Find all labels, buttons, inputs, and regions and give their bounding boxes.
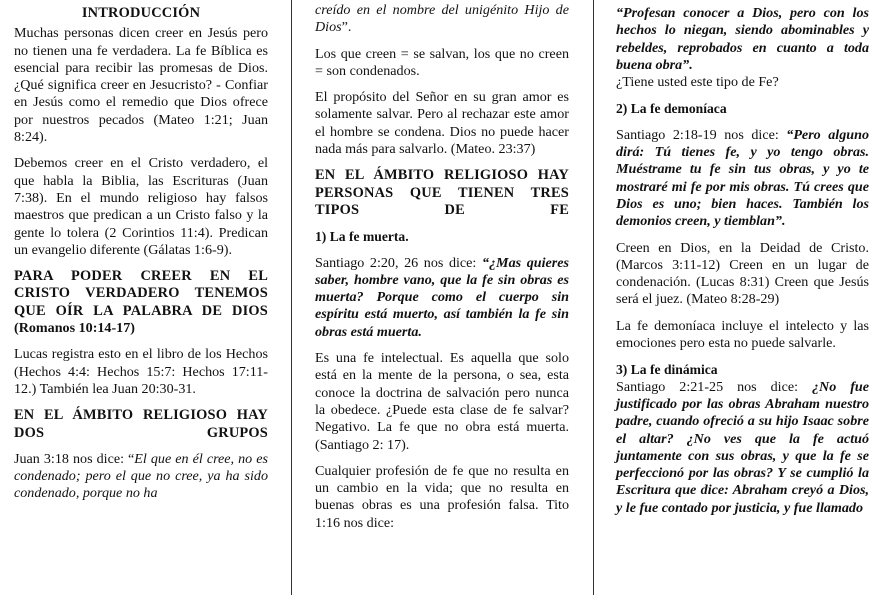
- dead-faith-heading: 1) La fe muerta.: [315, 229, 409, 245]
- three-faith-types-heading: EN EL ÁMBITO RELIGIOSO HAY PERSONAS QUE TIENEN TRES TIPOS DE FE: [315, 167, 569, 218]
- dead-faith-quote-paragraph: [315, 255, 569, 341]
- demonic-faith-summary: La fe demoníaca incluye el intelecto y las emociones pero esta no puede salvarle.: [616, 317, 869, 352]
- demonic-faith-quote: “Pero alguno dirá: Tú tienes fe, y yo tengo obras. Muéstrame tu fe sin tus obras, y yo te mostraré mi fe por mis obras. Tú crees que Dios es uno; bien haces. También los demonios creen, y tiemblan”.: [616, 126, 869, 230]
- believers-paragraph: Los que creen = se salvan, los que no creen = son condenados.: [315, 45, 569, 79]
- dynamic-faith-heading: 3) La fe dinámica: [616, 362, 718, 378]
- titus-quote: “Profesan conocer a Dios, pero con los hechos lo niegan, siendo abominables y rebeldes, reprobados en cuanto a toda buena obra”.: [616, 5, 869, 73]
- john-quote-close: ”.: [341, 19, 352, 36]
- hear-word-heading: PARA PODER CREER EN EL CRISTO VERDADERO TENEMOS QUE OÍR LA PALABRA DE DIOS: [14, 268, 268, 319]
- column-1: [14, 0, 268, 503]
- hear-word-reference: (Romanos 10:14-17): [14, 320, 135, 337]
- john-quote-paragraph: [14, 451, 268, 503]
- demonic-faith-quote-paragraph: [616, 127, 869, 231]
- dynamic-faith-quote: ¿No fue justificado por las obras Abraham nuestro padre, cuando ofreció a su hijo Isaac sobre el altar? ¿No ves que la fe actuó juntamente con sus obras, y que la fe se perfeccionó por las obras? Y se cumplió la Escritura que dice: Abraham creyó a Dios, y le fue contado por justicia, y fue llamado: [616, 378, 869, 516]
- john-quote-continued-text: creído en el nombre del unigénito Hijo de Dios: [315, 2, 569, 36]
- dynamic-faith-lead: Santiago 2:21-25 nos dice:: [616, 378, 812, 395]
- true-christ-paragraph: Debemos creer en el Cristo verdadero, el que habla la Biblia, las Escrituras (Juan 7:38). En el mundo religioso hay falsos maestros que predican a un Cristo falso y la gente lo tolera (2 Corintios 11:4). Predican un evangelio diferente (Gálatas 1:6-9).: [14, 155, 268, 258]
- dynamic-faith-quote-paragraph: [616, 379, 869, 517]
- column-divider-left: [291, 0, 292, 595]
- column-divider-right: [593, 0, 594, 595]
- intro-paragraph: Muchas personas dicen creer en Jesús pero no tienen una fe verdadera. La fe Bíblica es esencial para recibir las promesas de Dios. ¿Qué significa creer en Jesucristo? - Confiar en Jesús como el remedio que Dios ofrece por nuestros pecados (Mateo 1:21; Juan 8:24).: [14, 25, 268, 146]
- purpose-paragraph: El propósito del Señor en su gran amor es solamente salvar. Pero al rechazar este amor el hombre se condena. Dios no puede hacer nada más para salvarlo. (Mateo. 23:37): [315, 89, 569, 158]
- intro-heading: INTRODUCCIÓN: [81, 5, 201, 21]
- two-groups-heading: EN EL ÁMBITO RELIGIOSO HAY DOS GRUPOS: [14, 407, 268, 441]
- john-quote-lead: Juan 3:18 nos dice: “: [14, 450, 135, 467]
- column-2: [315, 0, 569, 532]
- dead-faith-quote: “¿Mas quieres saber, hombre vano, que la fe sin obras es muerta? Porque como el cuerpo sin espíritu está muerto, así también la fe sin obras está muerta.: [315, 254, 569, 340]
- john-quote-text: El que en él cree, no es condenado; pero el que no cree, ya ha sido condenado, porque no ha: [14, 450, 268, 502]
- faith-question: ¿Tiene usted este tipo de Fe?: [616, 74, 779, 91]
- intellectual-faith-paragraph: Es una fe intelectual. Es aquella que solo está en la mente de la persona, o sea, esta conoce la doctrina de salvación pero nunca la obedece. ¿Puede esta clase de fe salvar? Negativo. La fe que no obra está muerta. (Santiago 2: 17).: [315, 350, 569, 453]
- dead-faith-lead: Santiago 2:20, 26 nos dice:: [315, 254, 482, 271]
- demonic-faith-heading: 2) La fe demoníaca: [616, 101, 727, 117]
- demonic-faith-lead: Santiago 2:18-19 nos dice:: [616, 126, 787, 143]
- john-quote-continuation: [315, 2, 569, 37]
- acts-paragraph: Lucas registra esto en el libro de los Hechos (Hechos 4:4: Hechos 15:7: Hechos 17:11-12.) También lea Juan 20:30-31.: [14, 346, 268, 397]
- column-3: [616, 0, 869, 517]
- false-profession-paragraph: Cualquier profesión de fe que no resulta en un cambio en la vida; que no resulta en buenas obras es una profesión falsa. Tito 1:16 nos dice:: [315, 462, 569, 531]
- believe-in-god-paragraph: Creen en Dios, en la Deidad de Cristo. (Marcos 3:11-12) Creen en un lugar de condenación. (Lucas 8:31) Creen que Jesús será el juez. (Mateo 8:28-29): [616, 239, 869, 308]
